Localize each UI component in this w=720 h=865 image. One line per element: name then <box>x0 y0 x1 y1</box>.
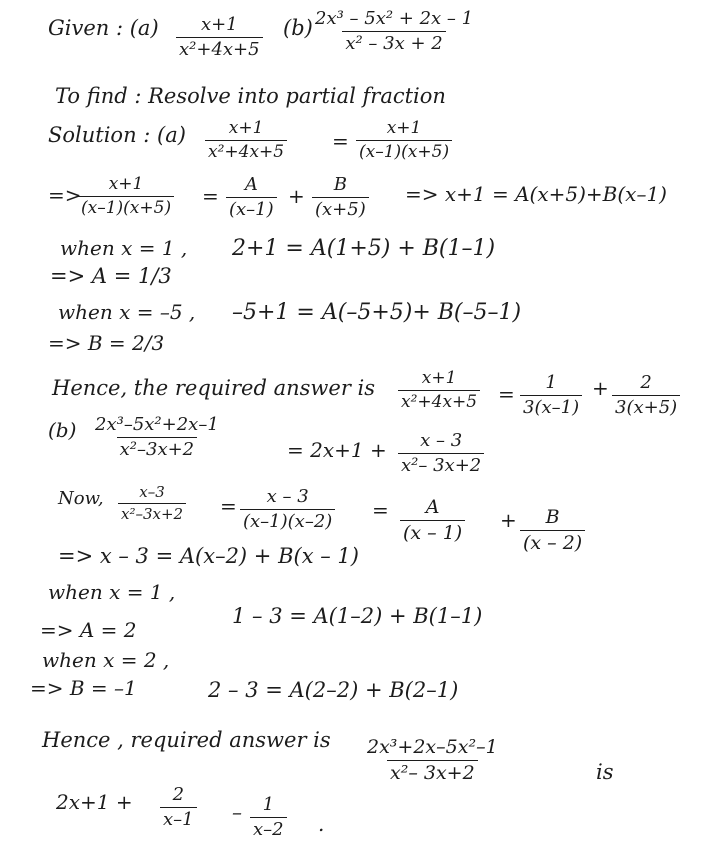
part-b-label: (b) <box>48 418 77 442</box>
equals: = <box>372 498 389 522</box>
final-term2 <box>250 796 287 839</box>
equals: = <box>220 494 237 518</box>
result-b-A: => A = 2 <box>40 618 137 642</box>
plus: + <box>500 508 517 532</box>
denominator: 3(x–1) <box>520 395 582 417</box>
denominator: x²+4x+5 <box>398 390 480 411</box>
denominator: (x–1)(x+5) <box>356 140 452 161</box>
numerator: 2x³ – 5x² + 2x – 1 <box>315 8 474 29</box>
plus: + <box>288 184 305 208</box>
numerator: A <box>244 174 258 195</box>
denominator: x²–3x+2 <box>118 503 186 522</box>
now-label: Now, <box>58 488 104 509</box>
to-find: To find : Resolve into partial fraction <box>55 84 446 108</box>
hence-b-fraction <box>364 738 501 783</box>
step1-rhs: => x+1 = A(x+5)+B(x–1) <box>405 182 667 206</box>
numerator: B <box>545 506 560 528</box>
fraction-B <box>312 176 369 219</box>
numerator: 1 <box>545 372 557 393</box>
numerator: x–3 <box>139 483 165 501</box>
result-b-B: => B = –1 <box>30 676 137 700</box>
denominator: (x+5) <box>312 197 369 219</box>
numerator: A <box>425 496 440 518</box>
final-lead: 2x+1 + <box>56 790 133 814</box>
denominator: x²– 3x+2 <box>398 453 484 475</box>
fraction-A <box>226 176 277 219</box>
denominator: (x – 2) <box>520 530 585 553</box>
numerator: x+1 <box>200 14 238 35</box>
denominator: (x – 1) <box>400 520 465 543</box>
numerator: 1 <box>262 794 275 815</box>
when-b-x-2-equation: 2 – 3 = A(2–2) + B(2–1) <box>208 678 459 702</box>
numerator: 2 <box>640 372 652 393</box>
numerator: 2 <box>172 784 185 805</box>
denominator: (x–1) <box>226 197 277 219</box>
result-A: => A = 1/3 <box>50 264 172 288</box>
now-fraction <box>118 485 186 522</box>
when-b-x-1-equation: 1 – 3 = A(1–2) + B(1–1) <box>232 604 483 628</box>
part-b-remainder-fraction <box>398 432 484 475</box>
when-x-minus5: when x = –5 , <box>58 300 196 324</box>
plus: + <box>592 376 609 400</box>
part-b-fraction <box>92 416 222 459</box>
when-x-1-equation: 2+1 = A(1+5) + B(1–1) <box>232 236 496 261</box>
numerator: x+1 <box>421 368 457 388</box>
when-b-x-2: when x = 2 , <box>42 648 170 672</box>
equals: = <box>202 184 219 208</box>
numerator: x+1 <box>228 118 264 138</box>
numerator: x+1 <box>108 174 144 194</box>
numerator: x – 3 <box>266 486 309 507</box>
hence-a-term1 <box>520 374 582 417</box>
hence-a-term2 <box>612 374 680 417</box>
step1-lhs-fraction <box>78 176 174 217</box>
minus: – <box>232 800 242 824</box>
denominator: 3(x+5) <box>612 395 680 417</box>
final-term1 <box>160 786 197 829</box>
now-fraction-A <box>400 498 465 543</box>
hence-b-is: is <box>596 760 614 784</box>
numerator: x+1 <box>386 118 422 138</box>
when-b-x-1: when x = 1 , <box>48 580 176 604</box>
hence-b-text: Hence , required answer is <box>42 728 331 752</box>
given-label: Given : (a) <box>48 16 159 40</box>
denominator: x–2 <box>250 817 287 839</box>
denominator: x²+4x+5 <box>176 37 263 59</box>
now-fraction-B <box>520 508 585 553</box>
denominator: x² – 3x + 2 <box>342 31 445 53</box>
step-b: => x – 3 = A(x–2) + B(x – 1) <box>58 544 359 568</box>
solution-fraction-lhs <box>205 120 287 161</box>
final-period: . <box>318 812 325 836</box>
denominator: x²–3x+2 <box>117 437 198 459</box>
equals: = <box>332 129 349 153</box>
denominator: (x–1)(x–2) <box>240 509 335 531</box>
numerator: 2x³–5x²+2x–1 <box>95 414 219 435</box>
when-x-minus5-equation: –5+1 = A(–5+5)+ B(–5–1) <box>232 300 522 325</box>
given-fraction-a <box>176 16 263 59</box>
given-b-label: (b) <box>283 16 313 40</box>
now-factored-fraction <box>240 488 335 531</box>
implies: => <box>48 183 82 207</box>
numerator: 2x³+2x–5x²–1 <box>367 736 498 758</box>
result-B: => B = 2/3 <box>48 331 165 355</box>
hence-a-text: Hence, the required answer is <box>52 376 376 400</box>
numerator: B <box>333 174 347 195</box>
given-fraction-b <box>312 10 476 53</box>
solution-fraction-rhs <box>356 120 452 161</box>
denominator: x²– 3x+2 <box>387 760 478 783</box>
numerator: x – 3 <box>420 430 463 451</box>
part-b-quotient: = 2x+1 + <box>287 438 387 462</box>
denominator: x²+4x+5 <box>205 140 287 161</box>
when-x-1: when x = 1 , <box>60 236 188 260</box>
denominator: (x–1)(x+5) <box>78 196 174 217</box>
equals: = <box>498 382 515 406</box>
denominator: x–1 <box>160 807 197 829</box>
solution-label: Solution : (a) <box>48 123 186 147</box>
hence-a-fraction <box>398 370 480 411</box>
